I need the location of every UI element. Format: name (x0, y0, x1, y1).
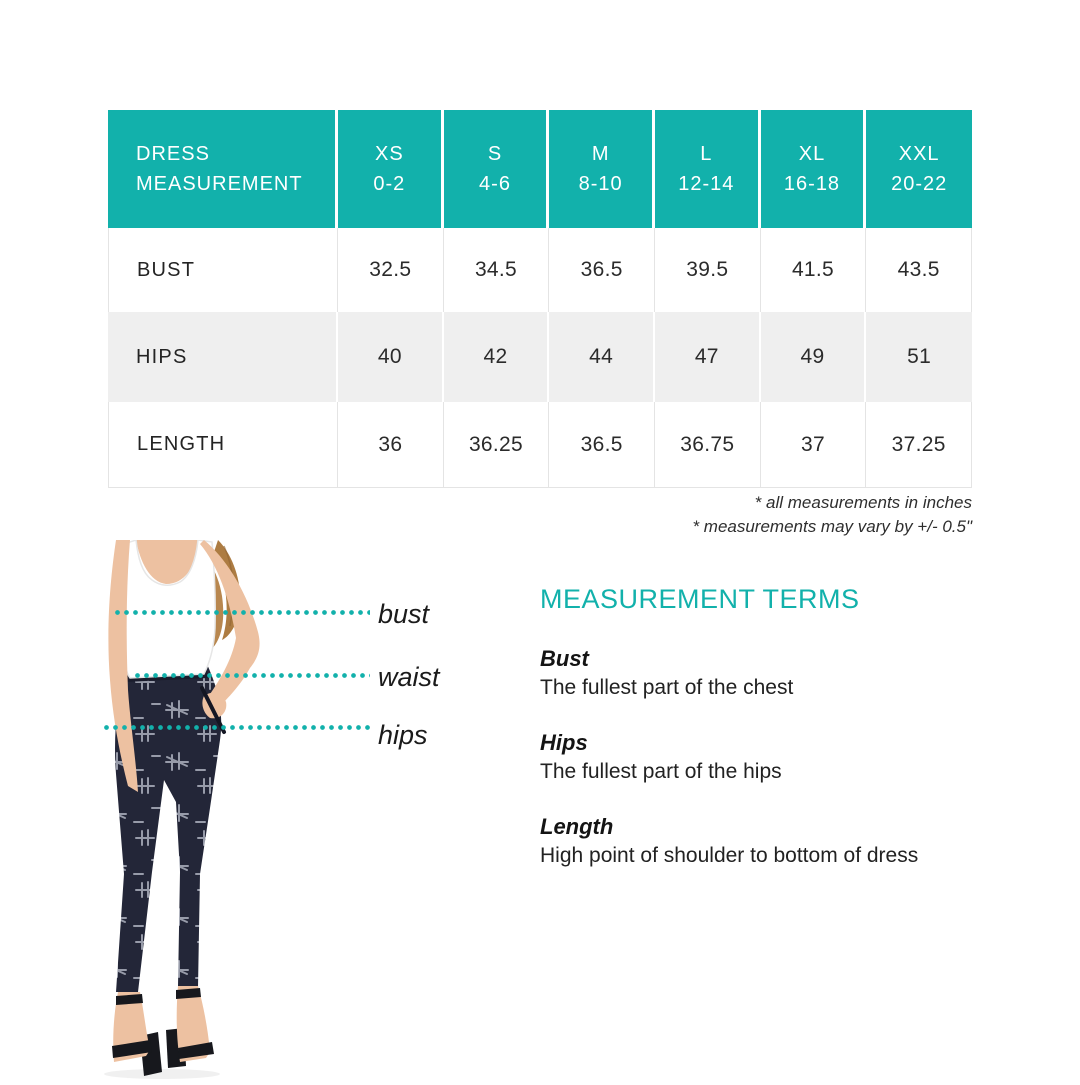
bust-measure-line (113, 610, 370, 615)
length-m: 36.5 (549, 402, 655, 488)
row-label: LENGTH (108, 402, 338, 488)
table-footnotes (108, 491, 972, 539)
size-range: 0-2 (373, 173, 406, 195)
hips-xl: 49 (761, 312, 867, 402)
size-chart-table (108, 110, 972, 488)
bust-line-label: bust (378, 599, 430, 629)
header-cell-m (549, 110, 655, 228)
size-name: XS (374, 143, 404, 165)
size-range: 20-22 (891, 173, 948, 195)
bust-m: 36.5 (549, 228, 655, 312)
size-name: XL (798, 143, 826, 165)
header-line-1: DRESS (136, 143, 210, 165)
bust-xl: 41.5 (761, 228, 867, 312)
header-cell-xxl (866, 110, 972, 228)
bust-xxl: 43.5 (866, 228, 972, 312)
size-name: XXL (898, 143, 940, 165)
size-range: 16-18 (783, 173, 841, 195)
size-name: S (487, 143, 503, 165)
table-row-bust (108, 228, 972, 312)
size-range: 4-6 (479, 173, 511, 195)
header-cell-s (444, 110, 550, 228)
footnote-variance: * measurements may vary by +/- 0.5" (692, 517, 972, 536)
length-l: 36.75 (655, 402, 761, 488)
header-cell-l (655, 110, 761, 228)
measurement-terms-section (540, 584, 972, 897)
terms-heading: MEASUREMENT TERMS (540, 584, 860, 614)
header-cell-dress-measurement (108, 110, 338, 228)
length-s: 36.25 (444, 402, 550, 488)
bust-l: 39.5 (655, 228, 761, 312)
hips-line-label: hips (378, 720, 428, 750)
hips-m: 44 (549, 312, 655, 402)
term-item-hips (540, 729, 972, 787)
header-line-2: MEASUREMENT (136, 173, 303, 195)
header-cell-xl (761, 110, 867, 228)
hips-s: 42 (444, 312, 550, 402)
size-range: 8-10 (578, 173, 623, 195)
row-label: BUST (108, 228, 338, 312)
waist-measure-line (133, 673, 370, 678)
table-row-length (108, 402, 972, 488)
left-sandal (112, 992, 162, 1076)
floor-shadow (104, 1069, 220, 1079)
size-range: 12-14 (678, 173, 735, 195)
length-xl: 37 (761, 402, 867, 488)
bust-xs: 32.5 (338, 228, 444, 312)
term-item-length (540, 813, 972, 871)
size-name: M (591, 143, 610, 165)
hips-xxl: 51 (866, 312, 972, 402)
length-xs: 36 (338, 402, 444, 488)
hips-xs: 40 (338, 312, 444, 402)
term-definition: The fullest part of the hips (540, 760, 782, 783)
bust-s: 34.5 (444, 228, 550, 312)
footnote-inches: * all measurements in inches (754, 493, 972, 512)
term-name: Hips (540, 730, 588, 755)
term-name: Length (540, 814, 614, 839)
waist-line-label: waist (378, 662, 440, 692)
hips-measure-line (102, 725, 370, 730)
table-row-hips (108, 312, 972, 402)
term-definition: The fullest part of the chest (540, 676, 794, 699)
term-name: Bust (540, 646, 589, 671)
size-name: L (700, 143, 713, 165)
length-xxl: 37.25 (866, 402, 972, 488)
header-cell-xs (338, 110, 444, 228)
table-header-row (108, 110, 972, 228)
term-item-bust (540, 645, 972, 703)
term-definition: High point of shoulder to bottom of dress (540, 844, 919, 867)
right-sandal (166, 986, 214, 1068)
row-label: HIPS (108, 312, 338, 402)
hips-l: 47 (655, 312, 761, 402)
